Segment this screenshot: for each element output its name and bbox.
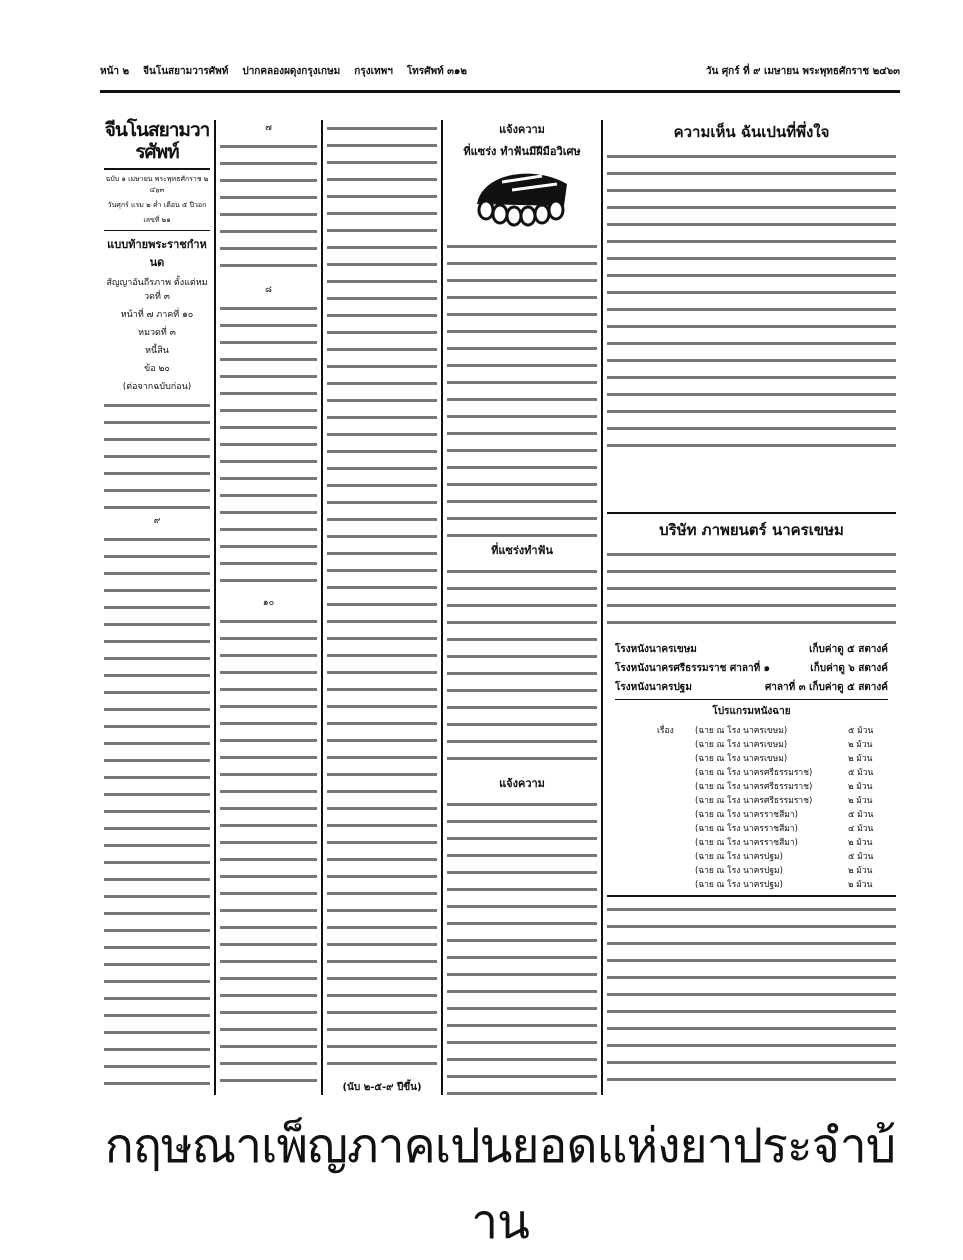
- program-row: [607, 807, 896, 821]
- opinion-title: ความเห็น ฉันเปนที่พึ่งใจ: [673, 123, 830, 141]
- program-venue: (ฉาย ณ โรง นาครราชสีมา): [695, 824, 798, 835]
- program-title: [657, 849, 691, 863]
- program-row: [607, 821, 896, 835]
- program-heading: โปรแกรมหนังฉาย: [712, 706, 791, 718]
- program-reels: ๕ ม้วน: [848, 810, 874, 821]
- blank-area: [607, 458, 896, 508]
- program-venue: (ฉาย ณ โรง นาครราชสีมา): [695, 810, 798, 821]
- theater-row: [607, 680, 896, 695]
- program-venue: (ฉาย ณ โรง นาครปฐม): [695, 880, 783, 891]
- masthead: [100, 64, 900, 79]
- column-5: [601, 120, 900, 1095]
- body-text: [607, 148, 896, 454]
- body-text: [447, 563, 597, 769]
- program-title: เรื่อง: [657, 726, 674, 737]
- program-title: [657, 751, 691, 765]
- sub-line: ข้อ ๒๐: [144, 363, 170, 374]
- address: ปากคลองผดุงกรุงเกษม: [242, 66, 341, 77]
- program-row: [607, 737, 896, 751]
- body-text: [104, 531, 210, 1095]
- program-venue: (ฉาย ณ โรง นาครเขษม): [695, 740, 788, 751]
- body-text: [104, 397, 210, 510]
- program-venue: (ฉาย ณ โรง นาครปฐม): [695, 852, 783, 863]
- program-title: [657, 835, 691, 849]
- program-reels: ๒ ม้วน: [848, 796, 873, 807]
- program-title: [657, 737, 691, 751]
- cinema-title: บริษัท ภาพยนตร์ นาครเขษม: [659, 521, 844, 540]
- sub-line: (ต่อจากฉบับก่อน): [122, 381, 192, 392]
- issue-date: วัน ศุกร์ ที่ ๙ เมษายน พระพุทธศักราช ๒๔๖๓: [705, 66, 900, 77]
- program-list: [607, 723, 896, 891]
- theater-name: โรงหนังนาครเขษม: [615, 644, 697, 656]
- body-text: [220, 613, 317, 1095]
- program-reels: ๒ ม้วน: [848, 866, 873, 877]
- body-text: [220, 138, 317, 278]
- program-row: [607, 765, 896, 779]
- divider: [104, 230, 210, 231]
- program-venue: (ฉาย ณ โรง นาครเขษม): [695, 726, 788, 737]
- section-number: ๑๐: [262, 598, 275, 609]
- program-row: [607, 793, 896, 807]
- sub-line: หนี้สิน: [145, 345, 169, 356]
- section-heading: แบบท้ายพระราชกำหนด: [107, 237, 207, 269]
- section-number: ๘: [265, 285, 272, 296]
- program-title: [657, 793, 691, 807]
- theater-price: เก็บค่าดู ๕ สตางค์: [809, 644, 888, 656]
- sub-line: หมวดที่ ๓: [138, 327, 176, 338]
- column-3: [321, 120, 441, 1095]
- theater-row: [607, 642, 896, 657]
- body-text: [607, 546, 896, 638]
- program-reels: ๒ ม้วน: [848, 740, 873, 751]
- section-number: ๙: [153, 516, 161, 527]
- advertisement-banner: กฤษณาเพ็ญภาคเปนยอดแห่งยาประจำบ้าน: [104, 1118, 896, 1250]
- denture-illustration-icon: [472, 164, 572, 234]
- body-text: [447, 796, 597, 1095]
- program-venue: (ฉาย ณ โรง นาครศรีธรรมราช): [695, 768, 813, 779]
- program-row: [607, 779, 896, 793]
- program-title: [657, 863, 691, 877]
- program-reels: ๕ ม้วน: [848, 726, 874, 737]
- divider: [607, 895, 896, 897]
- program-venue: (ฉาย ณ โรง นาครปฐม): [695, 866, 783, 877]
- theater-row: [607, 661, 896, 676]
- program-row: [607, 835, 896, 849]
- sub-line: หน้าที่ ๗ ภาคที่ ๑๐: [120, 309, 194, 320]
- paper-title: จีนโนสยามวารศัพท์: [104, 119, 210, 163]
- program-reels: ๒ ม้วน: [848, 754, 873, 765]
- program-title: [657, 821, 691, 835]
- divider: [615, 699, 888, 700]
- divider: [607, 512, 896, 514]
- program-reels: ๕ ม้วน: [848, 768, 874, 779]
- program-venue: (ฉาย ณ โรง นาครศรีธรรมราช): [695, 782, 813, 793]
- column-4: [441, 120, 601, 1095]
- section-number: ๗: [265, 123, 272, 133]
- theater-name: โรงหนังนาครศรีธรรมราช ศาลาที่ ๑: [615, 663, 770, 675]
- issue-line: ฉบับ ๑ เมษายน พระพุทธศักราช ๒๔๖๓: [105, 174, 209, 194]
- divider: [104, 168, 210, 170]
- body-text: [220, 300, 317, 591]
- theater-price: ศาลาที่ ๓ เก็บค่าดู ๕ สตางค์: [764, 682, 888, 694]
- program-row: [607, 877, 896, 891]
- program-venue: (ฉาย ณ โรง นาครเขษม): [695, 754, 788, 765]
- program-title: [657, 779, 691, 793]
- program-reels: ๔ ม้วน: [848, 824, 874, 835]
- body-text: [607, 901, 896, 1095]
- body-text: [327, 120, 437, 1076]
- program-reels: ๒ ม้วน: [848, 782, 873, 793]
- program-row: [607, 751, 896, 765]
- issue-line: วันศุกร์ แรม ๒ ค่ำ เดือน ๕ ปีวอก: [107, 200, 207, 209]
- header-rule: [100, 90, 900, 93]
- program-title: [657, 877, 691, 891]
- program-reels: ๒ ม้วน: [848, 838, 873, 849]
- program-row: [607, 723, 896, 737]
- notice-heading-2: แจ้งความ: [499, 776, 545, 790]
- city: กรุงเทพฯ: [354, 66, 393, 77]
- paper-name: จีนโนสยามวารศัพท์: [143, 66, 229, 77]
- sub-line: สัญญาอันถีรภาพ ตั้งแต่หมวดที่ ๓: [106, 277, 208, 302]
- program-venue: (ฉาย ณ โรง นาครราชสีมา): [695, 838, 798, 849]
- program-reels: ๕ ม้วน: [848, 852, 874, 863]
- column-footer: (นับ ๒-๕-๙ ปีขึ้น): [342, 1082, 422, 1093]
- body-text: [447, 238, 597, 537]
- program-reels: ๒ ม้วน: [848, 880, 873, 891]
- notice-heading: แจ้งความ: [499, 123, 545, 136]
- program-row: [607, 863, 896, 877]
- program-row: [607, 849, 896, 863]
- program-title: [657, 765, 691, 779]
- program-venue: (ฉาย ณ โรง นาครศรีธรรมราช): [695, 796, 813, 807]
- program-title: [657, 807, 691, 821]
- page-number: หน้า ๒: [100, 66, 130, 77]
- column-2: [214, 120, 321, 1095]
- sub-heading: ที่แซร่งทำฟัน: [491, 544, 553, 558]
- theater-name: โรงหนังนาครปฐม: [615, 682, 692, 694]
- theater-price: เก็บค่าดู ๖ สตางค์: [810, 663, 888, 675]
- issue-line: เลขที่ ๒๑: [143, 215, 171, 224]
- column-1: [100, 120, 214, 1095]
- phone: โทรศัพท์ ๓๑๒: [406, 66, 467, 77]
- notice-title: ที่แซร่ง ทำฟันมีฝีมือวิเศษ: [463, 145, 581, 158]
